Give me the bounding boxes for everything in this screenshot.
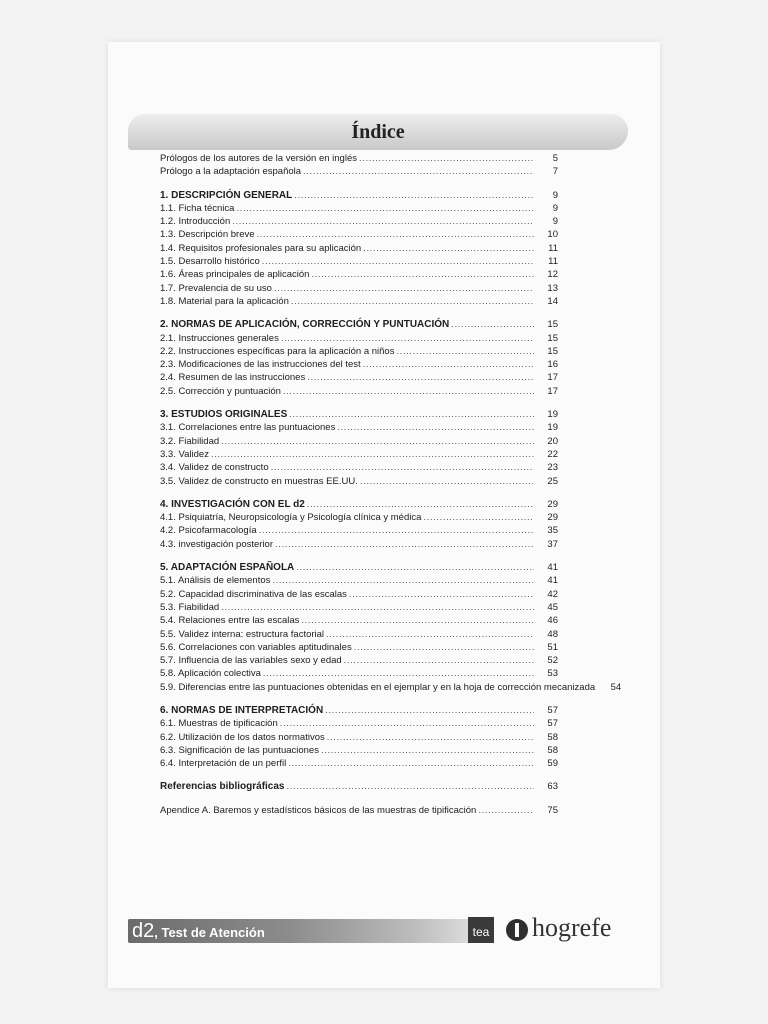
toc-page-number: 41 — [547, 562, 558, 574]
toc-entry — [160, 215, 558, 228]
toc-entry — [160, 152, 558, 165]
toc-gap — [160, 551, 558, 561]
toc-page-number: 48 — [547, 628, 558, 640]
toc-entry-title: 5.4. Relaciones entre las escalas — [160, 615, 300, 627]
toc-entry-title: 2.4. Resumen de las instrucciones — [160, 372, 306, 384]
toc-leader-dots — [275, 538, 534, 551]
toc-entry-title: 4.2. Psicofarmacología — [160, 525, 257, 537]
toc-page-number: 20 — [547, 435, 558, 447]
toc-leader-dots — [325, 704, 534, 717]
table-of-contents — [160, 152, 622, 817]
toc-page-number: 53 — [547, 668, 558, 680]
toc-entry-title: 4. INVESTIGACIÓN CON EL d2 — [160, 498, 305, 510]
toc-section-heading — [160, 408, 558, 421]
toc-leader-dots — [283, 385, 534, 398]
toc-page-number: 54 — [610, 681, 622, 693]
toc-page-number: 15 — [547, 332, 558, 344]
toc-entry — [160, 165, 558, 178]
toc-entry — [160, 614, 558, 627]
toc-leader-dots — [294, 189, 534, 202]
toc-entry — [160, 282, 558, 295]
toc-leader-dots — [359, 152, 534, 165]
toc-entry — [160, 731, 558, 744]
toc-entry — [160, 667, 558, 680]
toc-section-heading — [160, 704, 558, 717]
toc-entry-title: 1.5. Desarrollo histórico — [160, 256, 260, 268]
toc-page-number: 11 — [548, 256, 558, 268]
publisher-name: hogrefe — [532, 913, 612, 942]
toc-leader-dots — [289, 408, 534, 421]
toc-entry-title: 3.5. Validez de constructo en muestras EE.UU. — [160, 475, 358, 487]
toc-entry-title: 5.1. Análisis de elementos — [160, 575, 271, 587]
toc-page-number: 17 — [547, 372, 558, 384]
toc-entry-title: 2.1. Instrucciones generales — [160, 332, 279, 344]
toc-leader-dots — [274, 282, 534, 295]
toc-entry-title: 6.2. Utilización de los datos normativos — [160, 731, 325, 743]
toc-page-number: 17 — [547, 385, 558, 397]
series-d2: d2 — [132, 920, 155, 942]
footer — [128, 915, 638, 947]
toc-page-number: 12 — [547, 269, 558, 281]
toc-leader-dots — [272, 574, 534, 587]
tea-logo: tea — [468, 917, 494, 943]
toc-entry-title: 2.2. Instrucciones específicas para la aplicación a niños — [160, 345, 395, 357]
toc-leader-dots — [263, 667, 534, 680]
toc-leader-dots — [451, 318, 534, 331]
page-title: Índice — [351, 121, 405, 143]
toc-entry-title: 5.3. Fiabilidad — [160, 601, 220, 613]
toc-section-heading — [160, 498, 558, 511]
toc-entry — [160, 461, 558, 474]
toc-entry — [160, 228, 558, 241]
toc-leader-dots — [287, 780, 535, 793]
toc-gap — [160, 308, 558, 318]
toc-leader-dots — [280, 717, 534, 730]
toc-page-number: 10 — [547, 229, 558, 241]
toc-entry-title: 2. NORMAS DE APLICACIÓN, CORRECCIÓN Y PUNTUACIÓN — [160, 319, 450, 331]
toc-entry-title: Apendice A. Baremos y estadísticos básicos de las muestras de tipificación — [160, 804, 477, 816]
toc-entry-title: 2.3. Modificaciones de las instrucciones del test — [160, 359, 361, 371]
toc-page-number: 37 — [547, 538, 558, 550]
toc-page-number: 11 — [548, 242, 558, 254]
toc-entry-title: 5.7. Influencia de las variables sexo y edad — [160, 655, 342, 667]
toc-entry-title: 5.5. Validez interna: estructura factorial — [160, 628, 325, 640]
toc-leader-dots — [288, 757, 534, 770]
toc-entry-title: 5.9. Diferencias entre las puntuaciones obtenidas en el ejemplar y en la hoja de corrección mecanizada — [160, 681, 596, 693]
toc-entry-title: 5. ADAPTACIÓN ESPAÑOLA — [160, 562, 295, 574]
toc-page-number: 29 — [547, 512, 558, 524]
toc-leader-dots — [301, 614, 534, 627]
toc-entry — [160, 421, 558, 434]
toc-entry — [160, 345, 558, 358]
toc-gap — [160, 488, 558, 498]
toc-entry — [160, 358, 558, 371]
toc-entry-title: 2.5. Corrección y puntuación — [160, 385, 281, 397]
toc-page-number: 19 — [547, 422, 558, 434]
toc-entry — [160, 242, 558, 255]
toc-page-number: 15 — [547, 345, 558, 357]
toc-page-number: 52 — [547, 655, 558, 667]
toc-entry-title: 3.4. Validez de constructo — [160, 462, 269, 474]
toc-entry — [160, 511, 558, 524]
toc-leader-dots — [236, 202, 534, 215]
toc-leader-dots — [321, 744, 534, 757]
document-page — [108, 42, 660, 988]
series-name: , Test de Atención — [154, 925, 265, 940]
toc-leader-dots — [327, 731, 534, 744]
toc-leader-dots — [354, 641, 534, 654]
toc-entry — [160, 641, 558, 654]
toc-gap — [160, 794, 558, 804]
toc-leader-dots — [291, 295, 534, 308]
toc-leader-dots — [232, 215, 534, 228]
toc-leader-dots — [262, 255, 534, 268]
toc-entry-title: 6. NORMAS DE INTERPRETACIÓN — [160, 704, 324, 716]
toc-section-heading — [160, 189, 558, 202]
toc-entry — [160, 654, 558, 667]
toc-leader-dots — [344, 654, 534, 667]
toc-leader-dots — [363, 358, 534, 371]
toc-leader-dots — [257, 228, 534, 241]
toc-page-number: 19 — [547, 409, 558, 421]
toc-page-number: 25 — [547, 475, 558, 487]
toc-page-number: 29 — [547, 498, 558, 510]
toc-leader-dots — [478, 804, 534, 817]
toc-section-heading — [160, 561, 558, 574]
toc-leader-dots — [211, 448, 534, 461]
toc-entry-title: 3.3. Validez — [160, 448, 209, 460]
toc-leader-dots — [311, 268, 534, 281]
toc-section-heading — [160, 780, 558, 793]
toc-page-number: 7 — [552, 166, 558, 178]
toc-entry — [160, 804, 558, 817]
toc-leader-dots — [360, 475, 534, 488]
toc-entry — [160, 588, 558, 601]
toc-entry-title: 5.8. Aplicación colectiva — [160, 668, 261, 680]
toc-entry — [160, 268, 558, 281]
hogrefe-logo-icon — [506, 919, 528, 941]
toc-entry — [160, 202, 558, 215]
toc-leader-dots — [307, 498, 534, 511]
toc-entry — [160, 717, 558, 730]
toc-entry-title: 4.3. investigación posterior — [160, 538, 274, 550]
toc-page-number: 59 — [547, 758, 558, 770]
toc-entry — [160, 574, 558, 587]
toc-leader-dots — [349, 588, 534, 601]
toc-entry — [160, 371, 558, 384]
toc-page-number: 9 — [552, 189, 558, 201]
toc-entry — [160, 435, 558, 448]
toc-entry — [160, 524, 558, 537]
toc-page-number: 35 — [547, 525, 558, 537]
toc-leader-dots — [221, 601, 534, 614]
toc-page-number: 75 — [547, 804, 558, 816]
toc-entry — [160, 744, 558, 757]
toc-entry-title: 1.8. Material para la aplicación — [160, 295, 289, 307]
toc-entry-title: 4.1. Psiquiatría, Neuropsicología y Psicología clínica y médica — [160, 512, 422, 524]
toc-entry — [160, 628, 558, 641]
toc-entry — [160, 601, 558, 614]
toc-entry-title: 1.4. Requisitos profesionales para su aplicación — [160, 242, 362, 254]
toc-leader-dots — [363, 242, 534, 255]
toc-leader-dots — [259, 524, 534, 537]
toc-page-number: 14 — [547, 295, 558, 307]
toc-page-number: 9 — [552, 216, 558, 228]
title-banner — [128, 114, 628, 150]
toc-entry-title: 6.3. Significación de las puntuaciones — [160, 744, 319, 756]
toc-page-number: 58 — [547, 744, 558, 756]
toc-entry-title: Prólogos de los autores de la versión en inglés — [160, 153, 357, 164]
toc-gap — [160, 398, 558, 408]
toc-entry — [160, 475, 558, 488]
toc-entry — [160, 538, 558, 551]
toc-page-number: 22 — [547, 448, 558, 460]
toc-gap — [160, 770, 558, 780]
toc-page-number: 57 — [547, 718, 558, 730]
toc-leader-dots — [337, 421, 534, 434]
series-title — [132, 919, 265, 945]
toc-page-number: 46 — [547, 615, 558, 627]
toc-entry — [160, 255, 558, 268]
toc-entry — [160, 295, 558, 308]
toc-page-number: 41 — [547, 575, 558, 587]
toc-section-heading — [160, 318, 558, 331]
toc-page-number: 42 — [547, 588, 558, 600]
toc-gap — [160, 694, 558, 704]
toc-entry-title: 3.2. Fiabilidad — [160, 435, 220, 447]
toc-leader-dots — [296, 561, 534, 574]
toc-entry-title: 5.6. Correlaciones con variables aptitudinales — [160, 641, 352, 653]
toc-page-number: 63 — [547, 781, 558, 793]
toc-page-number: 15 — [547, 319, 558, 331]
toc-gap — [160, 179, 558, 189]
toc-entry-title: 1.7. Prevalencia de su uso — [160, 282, 272, 294]
toc-page-number: 23 — [547, 462, 558, 474]
toc-entry — [160, 385, 558, 398]
toc-page-number: 9 — [552, 202, 558, 214]
toc-entry-title: 3.1. Correlaciones entre las puntuaciones — [160, 422, 336, 434]
toc-entry — [160, 332, 558, 345]
toc-entry-title: 1.3. Descripción breve — [160, 229, 255, 241]
toc-page-number: 58 — [547, 731, 558, 743]
toc-page-number: 57 — [547, 704, 558, 716]
toc-page-number: 13 — [547, 282, 558, 294]
toc-page-number: 5 — [552, 153, 558, 164]
toc-page-number: 45 — [547, 601, 558, 613]
toc-entry-title: 5.2. Capacidad discriminativa de las escalas — [160, 588, 347, 600]
toc-entry-title: Referencias bibliográficas — [160, 781, 285, 793]
toc-page-number: 51 — [547, 641, 558, 653]
toc-entry-title: 6.1. Muestras de tipificación — [160, 718, 278, 730]
series-banner — [128, 919, 488, 943]
toc-leader-dots — [396, 345, 534, 358]
toc-entry — [160, 757, 558, 770]
toc-leader-dots — [303, 165, 534, 178]
toc-leader-dots — [221, 435, 534, 448]
toc-leader-dots — [307, 371, 534, 384]
toc-entry-title: Prólogo a la adaptación española — [160, 166, 302, 178]
toc-leader-dots — [271, 461, 534, 474]
toc-leader-dots — [423, 511, 534, 524]
toc-entry-title: 1.6. Áreas principales de aplicación — [160, 269, 310, 281]
toc-entry — [160, 681, 622, 694]
toc-entry-title: 1. DESCRIPCIÓN GENERAL — [160, 189, 293, 201]
toc-entry — [160, 448, 558, 461]
toc-entry-title: 6.4. Interpretación de un perfil — [160, 758, 287, 770]
toc-leader-dots — [281, 332, 534, 345]
toc-entry-title: 1.2. Introducción — [160, 216, 231, 228]
toc-leader-dots — [326, 628, 534, 641]
toc-entry-title: 3. ESTUDIOS ORIGINALES — [160, 409, 288, 421]
toc-entry-title: 1.1. Ficha técnica — [160, 202, 235, 214]
toc-page-number: 16 — [547, 359, 558, 371]
